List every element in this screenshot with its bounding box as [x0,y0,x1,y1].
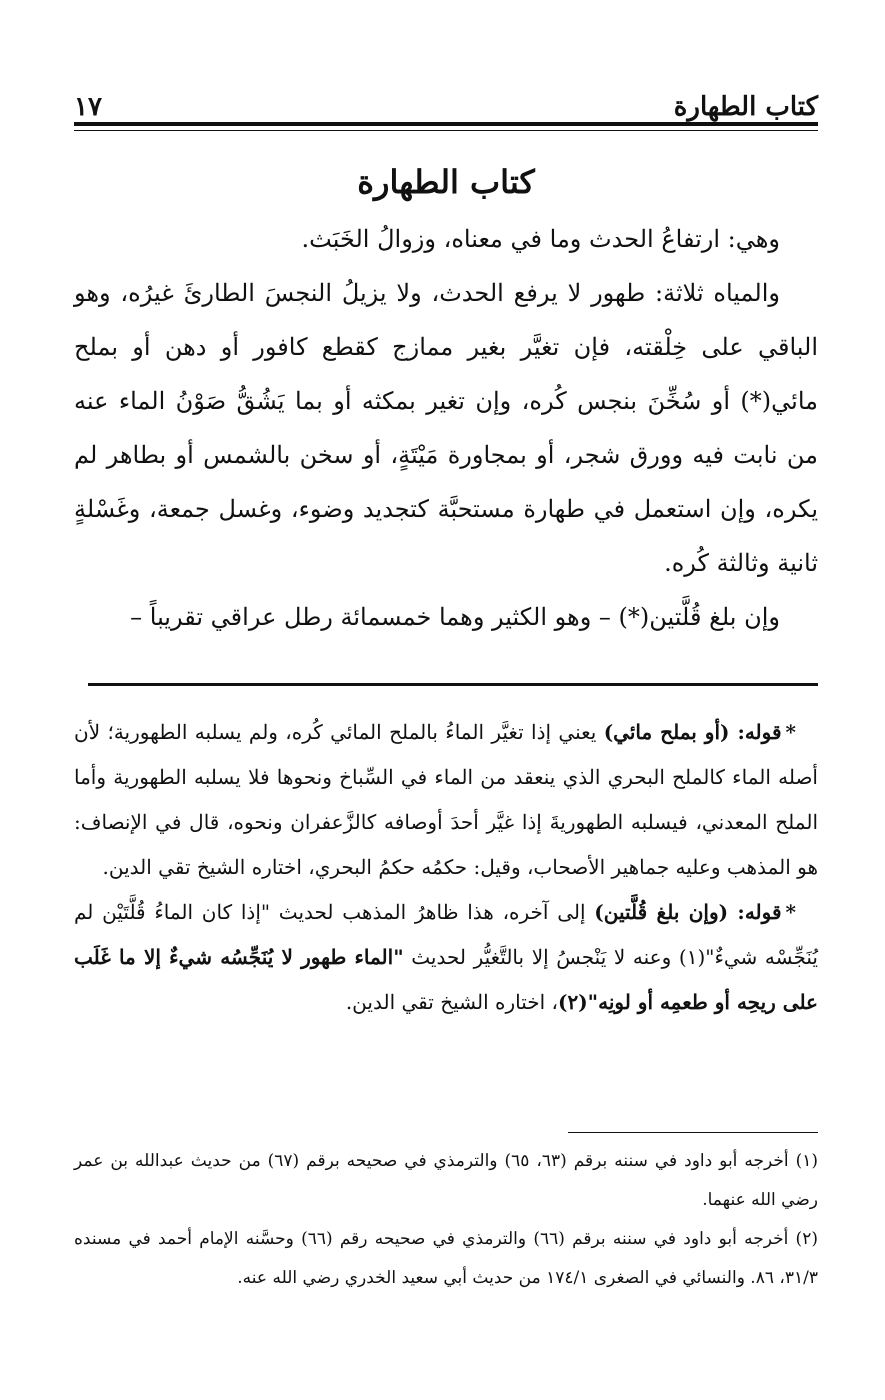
footnote-references [74,1142,818,1298]
commentary-text: إلى آخره، هذا ظاهرُ المذهب لحديث "إذا كان الماءُ قُلَّتَيْن لم يُنَجِّسْه شيءٌ"(١) وعنه لا يَنْجسُ إلا بالتَّغيُّر لحديث [74,900,818,969]
main-paragraph-qullatayn: وإن بلغ قُلَّتين(*) – وهو الكثير وهما خمسمائة رطل عراقي تقريباً – [130,603,780,631]
asterisk-marker: * [785,900,796,924]
commentary-note-qullatayn [74,890,818,1025]
footnote-reference-2: (٢) أخرجه أبو داود في سننه برقم (٦٦) والترمذي في صحيحه رقم (٦٦) وحسَّنه الإمام أحمد في مسنده ٣١/٣، ٨٦. والنسائي في الصغرى ١٧٤/١ من حديث أبي سعيد الخدري رضي الله عنه. [74,1229,818,1288]
commentary-divider [88,683,818,686]
commentary-note-salt [74,710,818,890]
header-double-rule [74,122,818,131]
page-number: ١٧ [74,92,102,122]
hadith-quote: "الماء طهور لا يُنَجِّسُه شيءٌ إلا ما غَلَب على ريحِه أو طعمِه أو لونِه"(٢) [74,945,818,1014]
references-divider [568,1132,818,1133]
commentary-text: يعني إذا تغيَّر الماءُ بالملح المائي كُره، ولم يسلبه الطهورية؛ لأن أصله الماء كالملح البحري الذي ينعقد من الماء في السِّباخ ونحوها فلا يسلبه الطهورية وأما الملح المعدني، فيسلبه الطهوريةَ إذا غيَّر أحدَ أوصافه كالزَّعفران ونحوه، قال في الإنصاف: هو المذهب وعليه جماهير الأصحاب، وقيل: حكمُه حكمُ البحري، اختاره الشيخ تقي الدين. [74,720,818,879]
chapter-title: كتاب الطهارة [357,163,535,201]
main-text [74,212,818,644]
main-paragraph-waters: والمياه ثلاثة: طهور لا يرفع الحدث، ولا يزيلُ النجسَ الطارئَ غيرُه، وهو الباقي على خِلْقته، فإن تغيَّر بغير ممازج كقطع كافور أو دهن أو بملح مائي(*) أو سُخِّنَ بنجس كُره، وإن تغير بمكثه أو بما يَشُقُّ صَوْنُ الماء عنه من نابت فيه وورق شجر، أو بمجاورة مَيْتَةٍ، أو سخن بالشمس أو بطاهر لم يكره، وإن استعمل في طهارة مستحبَّة كتجديد وضوء، وغسل جمعة، وغَسْلةٍ ثانية وثالثة كُره. [74,279,818,577]
asterisk-marker: * [785,720,797,744]
commentary-quote: قوله: (وإن بلغ قُلَّتين) [594,900,782,924]
running-header-title: كتاب الطهارة [673,92,818,122]
commentary-quote: قوله: (أو بملح مائي) [603,720,782,744]
running-header [74,82,818,122]
commentary-notes [74,710,818,1025]
commentary-text: ، اختاره الشيخ تقي الدين. [345,990,558,1014]
footnote-reference-1: (١) أخرجه أبو داود في سننه برقم (٦٣، ٦٥) والترمذي في صحيحه برقم (٦٧) من حديث عبدالله بن عمر رضي الله عنهما. [74,1151,819,1210]
main-paragraph-definition: وهي: ارتفاعُ الحدث وما في معناه، وزوالُ الخَبَث. [301,225,780,253]
